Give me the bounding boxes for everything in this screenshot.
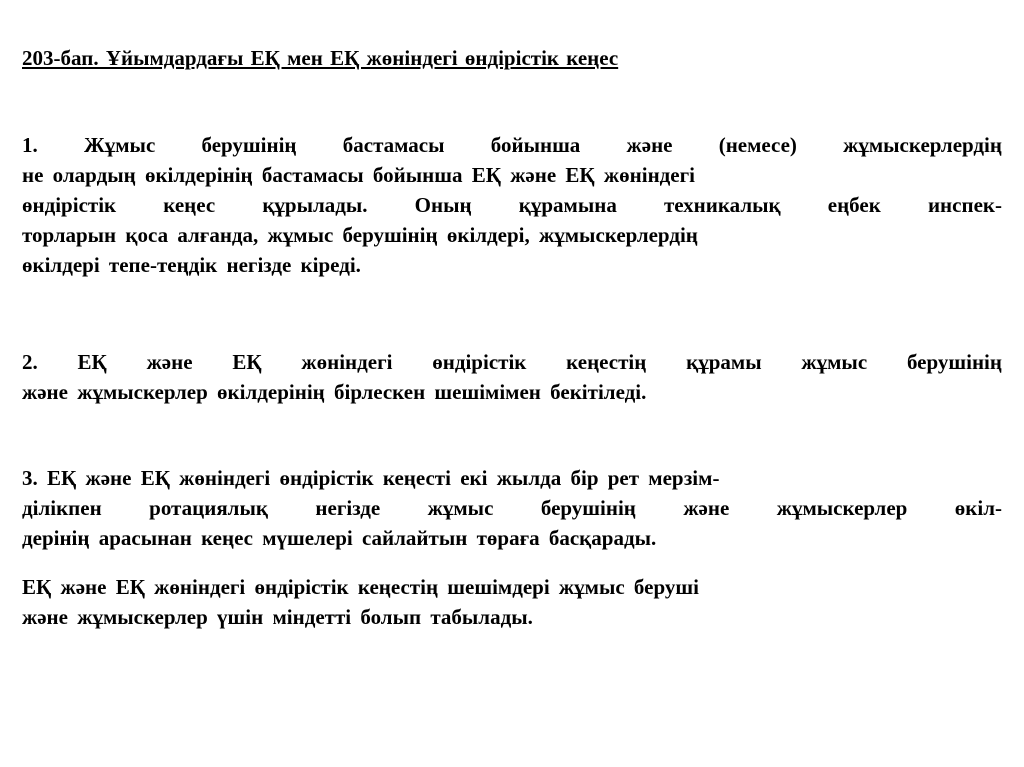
- paragraph-line: және жұмыскерлер өкілдерінің бірлескен шешімімен бекітіледі.: [22, 380, 647, 404]
- paragraph-line: ЕҚ және ЕҚ жөніндегі өндірістік кеңестің шешімдері жұмыс беруші: [22, 575, 699, 599]
- paragraph-1: [22, 130, 1002, 280]
- paragraph-line: ділікпен ротациялық негізде жұмыс берушінің және жұмыскерлер өкіл-: [22, 496, 1002, 520]
- paragraph-line: торларын қоса алғанда, жұмыс берушінің өкілдері, жұмыскерлердің: [22, 223, 698, 247]
- paragraph-line: өндірістік кеңес құрылады. Оның құрамына техникалық еңбек инспек-: [22, 193, 1002, 217]
- paragraph-line: не олардың өкілдерінің бастамасы бойынша ЕҚ және ЕҚ жөніндегі: [22, 163, 695, 187]
- paragraph-line: өкілдері тепе-теңдік негізде кіреді.: [22, 253, 361, 277]
- paragraph-line: 1. Жұмыс берушінің бастамасы бойынша және (немесе) жұмыскерлердің: [22, 133, 1002, 157]
- paragraph-3: [22, 463, 1002, 553]
- paragraph-line: 3. ЕҚ және ЕҚ жөніндегі өндірістік кеңесті екі жылда бір рет мерзім-: [22, 466, 720, 490]
- paragraph-4: [22, 572, 1002, 632]
- paragraph-line: дерінің арасынан кеңес мүшелері сайлайтын төраға басқарады.: [22, 526, 657, 550]
- paragraph-line: 2. ЕҚ және ЕҚ жөніндегі өндірістік кеңестің құрамы жұмыс берушінің: [22, 350, 1002, 374]
- article-title: 203-бап. Ұйымдардағы ЕҚ мен ЕҚ жөніндегі өндірістік кеңес: [22, 46, 619, 70]
- paragraph-line: және жұмыскерлер үшін міндетті болып табылады.: [22, 605, 533, 629]
- paragraph-2: [22, 347, 1002, 407]
